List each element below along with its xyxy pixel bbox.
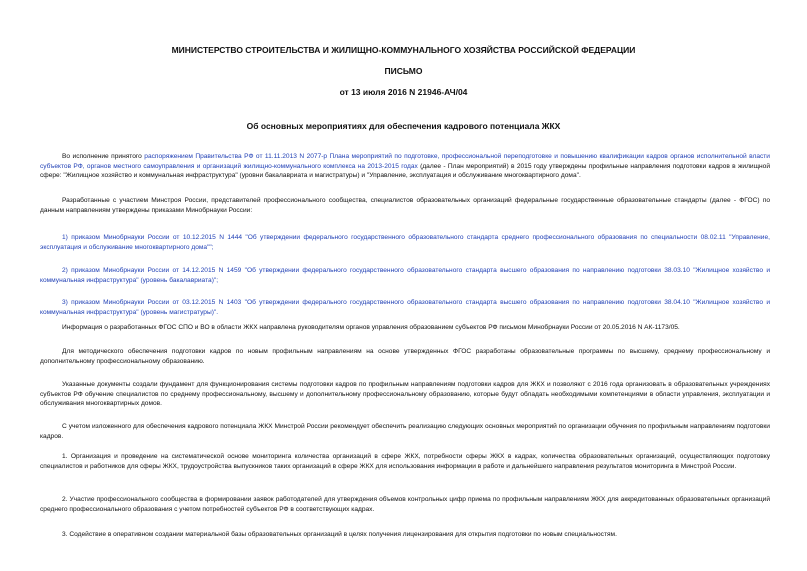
order-1459-link[interactable]: 2) приказом Минобрнауки России от 14.12.2015 N 1459 "Об утверждении федерального государственного образовательного стандарта высшего образования по направлению подготовки 38.03.10 "Жилищное хозяйство и коммунальная инфраструктура" (уровень бакалавриата)"; — [40, 267, 770, 284]
document-title: Об основных мероприятиях для обеспечения кадрового потенциала ЖКХ — [246, 121, 561, 131]
paragraph-item-1: 1. Организация и проведение на систематической основе мониторинга количества организаций в сфере ЖКХ, потребности сферы ЖКХ в кадрах, количества образовательных организаций, осуществляющих подготовку специалистов и работников для сферы ЖКХ, трудоустройства выпускников таких организаций в сфере ЖКХ для использования информации в работе и дальнейшего направления результатов мониторинга в Минстрой России. — [40, 453, 770, 470]
paragraph-item-2: 2. Участие профессионального сообщества в формировании заявок работодателей для утверждения объемов контрольных цифр приема по профильным направлениям ЖКХ для аккредитованных образовательных организаций среднего профессионального образования с учетом потребностей субъектов РФ в соответствующих кадрах. — [40, 496, 770, 513]
ministry-heading: МИНИСТЕРСТВО СТРОИТЕЛЬСТВА И ЖИЛИЩНО-КОММУНАЛЬНОГО ХОЗЯЙСТВА РОССИЙСКОЙ ФЕДЕРАЦИИ — [171, 45, 636, 55]
paragraph-info: Информация о разработанных ФГОС СПО и ВО в области ЖКХ направлена руководителям органов управления образованием субъектов РФ письмом Минобрнауки России от 20.05.2016 N АК-1173/05. — [62, 324, 680, 331]
paragraph-recommendation: С учетом изложенного для обеспечения кадрового потенциала ЖКХ Минстрой России рекомендует обеспечить реализацию следующих основных мероприятий по организации обучения по профильным направлениям подготовки кадров. — [40, 423, 770, 440]
document-date-number: от 13 июля 2016 N 21946-АЧ/04 — [339, 87, 468, 97]
paragraph-item-3: 3. Содействие в оперативном создании материальной базы образовательных организаций в целях получения лицензирования для открытия подготовки по новым специальностям. — [62, 531, 617, 538]
paragraph-methodical: Для методического обеспечения подготовки кадров по новым профильным направлениям на основе утвержденных ФГОС разработаны образовательные программы по высшему, среднему профессиональному и дополнительному профессиональному образованию. — [40, 348, 770, 365]
government-order-link[interactable]: распоряжением Правительства РФ от 11.11.2013 N 2077-р Плана мероприятий по подготовке, профессиональной переподготовке и повышению квалификации кадров органов исполнительной власти субъектов РФ, органов местного самоуправления и организаций жилищно-коммунального комплекса на 2013-2015 годах — [40, 153, 770, 170]
paragraph-plan — [40, 152, 770, 181]
paragraph-fgos: Разработанные с участием Минстроя России, представителей профессионального сообщества, специалистов образовательных организаций федеральные государственные образовательные стандарты (далее - ФГОС) по данным направлениям утверждены приказами Минобрнауки России: — [40, 197, 770, 214]
document-type: ПИСЬМО — [384, 66, 423, 76]
order-1444-link[interactable]: 1) приказом Минобрнауки России от 10.12.2015 N 1444 "Об утверждении федерального государственного образовательного стандарта среднего профессионального образования по специальности 08.02.11 "Управление, эксплуатация и обслуживание многоквартирного дома""; — [40, 234, 770, 251]
order-1403-link[interactable]: 3) приказом Минобрнауки России от 03.12.2015 N 1403 "Об утверждении федерального государственного образовательного стандарта высшего образования по направлению подготовки 38.04.10 "Жилищное хозяйство и коммунальная инфраструктура" (уровень магистратуры)". — [40, 299, 770, 316]
paragraph-text: Во исполнение принятого — [62, 153, 145, 160]
paragraph-text: (далее - План мероприятий) в 2015 году утверждены профильные направления подготовки кадров в жилищной сфере: "Жилищное хозяйство и коммунальная инфраструктура" (уровни бакалавриата и магистратуры) и "Управление, эксплуатация и обслуживание многоквартирного дома". — [40, 162, 771, 180]
paragraph-foundation: Указанные документы создали фундамент для функционирования системы подготовки кадров по профильным направлениям подготовки кадров для ЖКХ и позволяют с 2016 года организовать в образовательных учреждениях субъектов РФ обучение специалистов по среднему профессиональному, высшему и дополнительному профессиональному образованию, которые будут обладать необходимыми компетенциями в области управления, эксплуатации и обслуживания многоквартирных домов. — [40, 381, 770, 408]
